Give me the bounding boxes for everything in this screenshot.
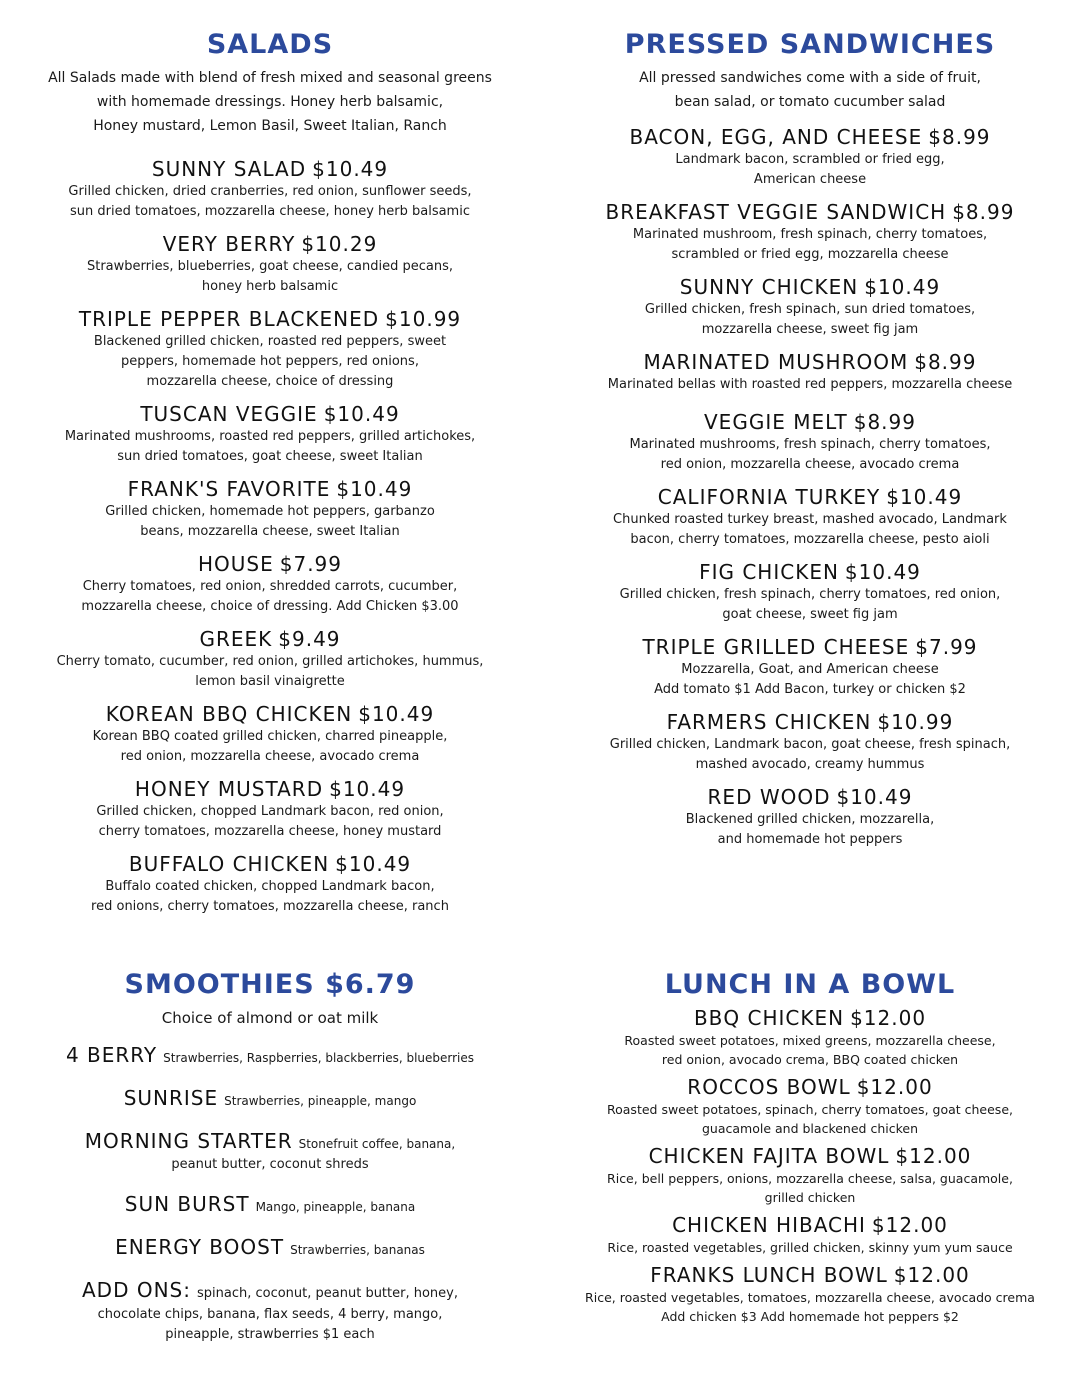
description-line: red onions, cherry tomatoes, mozzarella cheese, ranch [91, 899, 449, 914]
item-name: CALIFORNIA TURKEY [657, 485, 881, 509]
description-line: mozzarella cheese, sweet fig jam [701, 322, 919, 337]
smoothie-item [10, 1236, 530, 1261]
item-description [548, 1100, 1072, 1138]
description-line: sun dried tomatoes, goat cheese, sweet Italian [117, 449, 423, 464]
smoothie-item [10, 1044, 530, 1069]
description-line: Grilled chicken, Landmark bacon, goat cheese, fresh spinach, [609, 737, 1011, 752]
menu-item [10, 551, 530, 617]
description-line: Mozzarella, Goat, and American cheese [681, 662, 939, 677]
item-price: $10.49 [358, 702, 435, 726]
menu-item [548, 1075, 1072, 1138]
item-name: CHICKEN FAJITA BOWL [648, 1144, 890, 1168]
menu-item [10, 231, 530, 297]
item-price: $8.99 [914, 350, 977, 374]
item-price: $10.49 [336, 477, 413, 501]
menu-item [548, 484, 1072, 550]
item-description [10, 877, 530, 917]
description-line: Rice, roasted vegetables, grilled chicken, skinny yum yum sauce [607, 1240, 1013, 1255]
item-price: $12.00 [871, 1213, 948, 1237]
menu-item [548, 1144, 1072, 1207]
smoothie-item [10, 1130, 530, 1175]
description-line: Marinated mushroom, fresh spinach, cherry tomatoes, [632, 227, 988, 242]
description-line: Rice, roasted vegetables, tomatoes, mozzarella cheese, avocado crema [585, 1290, 1035, 1305]
sandwiches-intro [548, 66, 1072, 114]
smoothie-description: Stonefruit coffee, banana, [298, 1137, 456, 1151]
description-line: red onion, mozzarella cheese, avocado crema [660, 457, 960, 472]
item-name: HONEY MUSTARD [134, 777, 324, 801]
description-line: and homemade hot peppers [717, 832, 903, 847]
menu-item [548, 1006, 1072, 1069]
menu-item [10, 626, 530, 692]
salads-intro-line: All Salads made with blend of fresh mixed and seasonal greens [48, 70, 492, 86]
sandwiches-intro-line: bean salad, or tomato cucumber salad [674, 94, 946, 110]
description-line: sun dried tomatoes, mozzarella cheese, honey herb balsamic [70, 204, 470, 219]
item-name: SUNNY SALAD [151, 157, 307, 181]
sandwiches-intro-line: All pressed sandwiches come with a side of fruit, [639, 70, 981, 86]
smoothie-item [10, 1193, 530, 1218]
menu-item [10, 306, 530, 392]
item-description [548, 375, 1072, 395]
item-price: $8.99 [853, 410, 916, 434]
add-ons [10, 1279, 530, 1345]
item-description [10, 577, 530, 617]
description-line: Cherry tomato, cucumber, red onion, grilled artichokes, hummus, [56, 654, 484, 669]
add-ons-description: spinach, coconut, peanut butter, honey, [196, 1286, 458, 1301]
item-name: BBQ CHICKEN [693, 1006, 845, 1030]
item-description [548, 510, 1072, 550]
item-name: HOUSE [197, 552, 274, 576]
item-description [10, 652, 530, 692]
bowls-title: LUNCH IN A BOWL [664, 969, 956, 1000]
description-line: beans, mozzarella cheese, sweet Italian [140, 524, 400, 539]
bowls-section [548, 968, 1072, 1332]
item-description [548, 300, 1072, 340]
item-price: $12.00 [850, 1006, 927, 1030]
item-name: GREEK [199, 627, 273, 651]
description-line: American cheese [753, 172, 867, 187]
description-line: Buffalo coated chicken, chopped Landmark bacon, [105, 879, 435, 894]
item-price: $10.49 [335, 852, 412, 876]
item-price: $10.29 [301, 232, 378, 256]
menu-item [10, 401, 530, 467]
item-name: TRIPLE GRILLED CHEESE [642, 635, 910, 659]
smoothie-name: SUN BURST [124, 1192, 250, 1216]
item-name: VERY BERRY [162, 232, 296, 256]
item-description [10, 427, 530, 467]
item-price: $12.00 [895, 1144, 972, 1168]
sandwiches-section [548, 28, 1072, 859]
smoothie-item [10, 1087, 530, 1112]
item-name: ROCCOS BOWL [687, 1075, 851, 1099]
smoothie-name: 4 BERRY [65, 1043, 158, 1067]
item-name: BACON, EGG, AND CHEESE [629, 125, 923, 149]
item-name: KOREAN BBQ CHICKEN [105, 702, 353, 726]
menu-item [548, 409, 1072, 475]
item-price: $10.49 [323, 402, 400, 426]
description-line: Marinated mushrooms, fresh spinach, cherry tomatoes, [629, 437, 991, 452]
item-name: TUSCAN VEGGIE [140, 402, 318, 426]
description-line: Blackened grilled chicken, roasted red peppers, sweet [93, 334, 447, 349]
menu-item [10, 156, 530, 222]
description-line: mashed avocado, creamy hummus [695, 757, 925, 772]
smoothie-description: Strawberries, bananas [290, 1243, 425, 1257]
salads-intro-line: Honey mustard, Lemon Basil, Sweet Italian, Ranch [93, 118, 447, 134]
description-line: scrambled or fried egg, mozzarella cheese [671, 247, 949, 262]
smoothie-description-line: peanut butter, coconut shreds [171, 1157, 369, 1172]
menu-item [548, 709, 1072, 775]
salads-section [10, 28, 530, 926]
menu-item [548, 349, 1072, 395]
item-price: $8.99 [928, 125, 991, 149]
add-ons-line: chocolate chips, banana, flax seeds, 4 berry, mango, [97, 1307, 443, 1322]
item-price: $7.99 [279, 552, 343, 576]
item-description [548, 810, 1072, 850]
item-description [548, 1238, 1072, 1257]
description-line: guacamole and blackened chicken [702, 1121, 918, 1136]
description-line: Blackened grilled chicken, mozzarella, [685, 812, 935, 827]
item-price: $12.00 [893, 1263, 970, 1287]
item-name: FARMERS CHICKEN [666, 710, 872, 734]
item-description [548, 435, 1072, 475]
item-name: RED WOOD [707, 785, 831, 809]
item-price: $10.49 [836, 785, 913, 809]
description-line: Grilled chicken, homemade hot peppers, garbanzo [105, 504, 435, 519]
menu-item [10, 776, 530, 842]
smoothie-name: MORNING STARTER [84, 1129, 293, 1153]
menu-item [548, 559, 1072, 625]
salads-title: SALADS [206, 29, 334, 60]
item-price: $10.99 [385, 307, 462, 331]
smoothies-section [10, 968, 530, 1345]
smoothie-name: ENERGY BOOST [115, 1235, 285, 1259]
description-line: goat cheese, sweet fig jam [722, 607, 898, 622]
item-name: FRANKS LUNCH BOWL [650, 1263, 888, 1287]
description-line: Landmark bacon, scrambled or fried egg, [675, 152, 945, 167]
item-price: $10.49 [864, 275, 941, 299]
smoothie-name: SUNRISE [123, 1086, 219, 1110]
item-price: $10.49 [312, 157, 389, 181]
smoothie-description: Strawberries, Raspberries, blackberries, blueberries [163, 1051, 475, 1065]
item-description [548, 735, 1072, 775]
smoothie-description: Strawberries, pineapple, mango [224, 1094, 417, 1108]
item-name: MARINATED MUSHROOM [643, 350, 909, 374]
item-description [10, 332, 530, 392]
menu-item [548, 124, 1072, 190]
description-line: lemon basil vinaigrette [195, 674, 345, 689]
item-name: TRIPLE PEPPER BLACKENED [78, 307, 380, 331]
description-line: Add tomato $1 Add Bacon, turkey or chicken $2 [654, 682, 966, 697]
description-line: Marinated mushrooms, roasted red peppers, grilled artichokes, [64, 429, 476, 444]
description-line: Roasted sweet potatoes, spinach, cherry tomatoes, goat cheese, [607, 1102, 1013, 1117]
item-name: FRANK'S FAVORITE [127, 477, 331, 501]
item-price: $10.49 [329, 777, 406, 801]
description-line: cherry tomatoes, mozzarella cheese, honey mustard [98, 824, 442, 839]
menu-item [10, 701, 530, 767]
menu-item [10, 851, 530, 917]
item-name: CHICKEN HIBACHI [672, 1213, 866, 1237]
description-line: Marinated bellas with roasted red peppers, mozzarella cheese [607, 377, 1013, 392]
item-description [10, 182, 530, 222]
menu-item [548, 784, 1072, 850]
item-description [548, 225, 1072, 265]
item-name: BUFFALO CHICKEN [128, 852, 330, 876]
item-description [548, 660, 1072, 700]
menu-item [548, 1213, 1072, 1257]
description-line: honey herb balsamic [201, 279, 339, 294]
item-description [10, 802, 530, 842]
item-price: $9.49 [278, 627, 341, 651]
description-line: peppers, homemade hot peppers, red onions, [121, 354, 419, 369]
item-price: $8.99 [952, 200, 1015, 224]
description-line: Grilled chicken, dried cranberries, red onion, sunflower seeds, [68, 184, 472, 199]
item-description [10, 502, 530, 542]
description-line: grilled chicken [764, 1190, 856, 1205]
description-line: Strawberries, blueberries, goat cheese, candied pecans, [86, 259, 454, 274]
add-ons-line: pineapple, strawberries $1 each [165, 1327, 375, 1342]
item-name: SUNNY CHICKEN [679, 275, 859, 299]
smoothies-title: SMOOTHIES $6.79 [124, 969, 416, 1000]
add-ons-label: ADD ONS: [82, 1278, 191, 1302]
menu-item [548, 274, 1072, 340]
description-line: Grilled chicken, fresh spinach, sun dried tomatoes, [644, 302, 976, 317]
description-line: Cherry tomatoes, red onion, shredded carrots, cucumber, [82, 579, 458, 594]
menu-item [548, 634, 1072, 700]
item-price: $10.49 [844, 560, 921, 584]
description-line: Add chicken $3 Add homemade hot peppers $2 [661, 1309, 959, 1324]
item-price: $12.00 [856, 1075, 933, 1099]
description-line: mozzarella cheese, choice of dressing. Add Chicken $3.00 [81, 599, 459, 614]
menu-item [10, 476, 530, 542]
salads-intro [10, 66, 530, 138]
item-name: BREAKFAST VEGGIE SANDWICH [605, 200, 947, 224]
description-line: Chunked roasted turkey breast, mashed avocado, Landmark [613, 512, 1007, 527]
item-price: $10.99 [877, 710, 954, 734]
smoothies-intro: Choice of almond or oat milk [161, 1009, 379, 1027]
item-description [548, 585, 1072, 625]
description-line: bacon, cherry tomatoes, mozzarella cheese, pesto aioli [630, 532, 990, 547]
item-name: FIG CHICKEN [699, 560, 839, 584]
smoothie-description: Mango, pineapple, banana [255, 1200, 416, 1214]
description-line: Roasted sweet potatoes, mixed greens, mozzarella cheese, [624, 1033, 996, 1048]
sandwiches-title: PRESSED SANDWICHES [624, 29, 996, 60]
menu-item [548, 1263, 1072, 1326]
item-description [548, 150, 1072, 190]
salads-intro-line: with homemade dressings. Honey herb balsamic, [96, 94, 444, 110]
item-description [548, 1169, 1072, 1207]
item-price: $7.99 [915, 635, 978, 659]
description-line: Grilled chicken, fresh spinach, cherry tomatoes, red onion, [619, 587, 1001, 602]
item-description [548, 1288, 1072, 1326]
item-description [10, 727, 530, 767]
item-description [10, 257, 530, 297]
item-name: VEGGIE MELT [704, 410, 848, 434]
menu-item [548, 199, 1072, 265]
description-line: red onion, avocado crema, BBQ coated chicken [661, 1052, 959, 1067]
item-description [548, 1031, 1072, 1069]
item-price: $10.49 [886, 485, 963, 509]
description-line: Grilled chicken, chopped Landmark bacon, red onion, [96, 804, 444, 819]
description-line: red onion, mozzarella cheese, avocado crema [120, 749, 420, 764]
description-line: Rice, bell peppers, onions, mozzarella cheese, salsa, guacamole, [607, 1171, 1013, 1186]
description-line: mozzarella cheese, choice of dressing [146, 374, 394, 389]
description-line: Korean BBQ coated grilled chicken, charred pineapple, [92, 729, 448, 744]
